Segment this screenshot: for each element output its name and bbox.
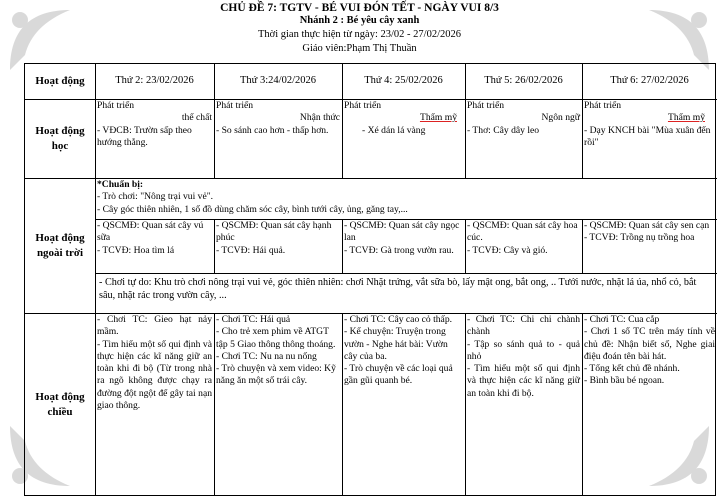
observation: - QSCMĐ: Quan sát cây ngọc lan [344, 220, 460, 244]
hoc-domain: Phát triển [344, 100, 382, 111]
afternoon-item: - Trò chuyện về các loại quả gần gũi quanh bé. [344, 363, 453, 387]
afternoon-item: - Tổng kết chủ đề nhánh. [584, 363, 680, 375]
ngoai-tue [214, 219, 343, 274]
afternoon-item: - Tìm hiểu một số qui định và thực hiện các kĩ năng giữ an toàn khi đi bộ (Từ trong nhà ra ngõ không được chạy ra đường đột ngột để gây tai nạn giao thông. [97, 338, 212, 412]
prep-block [95, 178, 717, 220]
observation: - QSCMĐ: Quan sát cây hạnh phúc [216, 220, 332, 244]
observation: - QSCMĐ: Quan sát cây hoa cúc. [467, 220, 578, 244]
afternoon-item: - Tìm hiểu một số qui định và thực hiện các kĩ năng giữ an toàn khi đi bộ. [467, 363, 580, 399]
hoc-domain: Phát triển [584, 100, 622, 111]
row-header-chieu: Hoạt động chiều [25, 313, 96, 496]
game: - TCVĐ: Hái quả. [216, 244, 286, 256]
afternoon-item: - Chơi TC: Nu na nu nống [216, 350, 317, 362]
hoc-activity: - Thơ: Cây dây leo [467, 124, 540, 136]
afternoon-item: - Tập so sánh quả to - quả nhỏ [467, 338, 580, 362]
afternoon-item: - Chơi TC: Chi chi chành chành [467, 314, 580, 338]
hoc-activity: - So sánh cao hơn - thấp hơn. [216, 124, 329, 136]
afternoon-item: - Trò chuyện và xem video: Kỹ năng ăn một số trái cây. [216, 363, 336, 387]
hoc-thu [465, 99, 583, 179]
row-header-hoc: Hoạt động học [25, 99, 96, 179]
branch-title: Nhánh 2 : Bé yêu cây xanh [299, 15, 420, 26]
game: - TCVĐ: Hoa tìm lá [97, 244, 175, 256]
observation: - QSCMĐ: Quan sát cây vú sữa [97, 220, 204, 244]
chieu-fri [582, 313, 717, 496]
hoc-wed [342, 99, 466, 179]
observation: - QSCMĐ: Quan sát cây sen cạn [584, 220, 710, 231]
afternoon-item: - Kể chuyện: Truyện trong vườn - Nghe hát bài: Vườn cây của ba. [344, 326, 448, 362]
afternoon-item: - Chơi TC: Gieo hạt nảy mầm. [97, 314, 212, 338]
hoc-domain-name: Ngôn ngữ [541, 112, 580, 124]
period-line: Thời gian thực hiện từ ngày: 23/02 - 27/02/2026 [258, 29, 461, 40]
game: - TCVĐ: Gà trong vườn rau. [344, 244, 454, 256]
afternoon-item: - Chơi TC: Cây cao cỏ thấp. [344, 314, 453, 325]
ngoai-thu [465, 219, 583, 274]
teacher-line: Giáo viên:Phạm Thị Thuần [302, 43, 417, 54]
ngoai-mon [95, 219, 215, 274]
free-play: - Chơi tự do: Khu trò chơi nông trại vui vẻ, góc thiên nhiên: chơi Nhặt trứng, vắt sữa bò, lấy mật ong, bắt ong, .. Tưới nước, nhặt lá úa, nhổ cỏ, bắt sâu, nhặt rác trong vườn cây, ... [95, 273, 717, 314]
day-header-wed: Thứ 4: 25/02/2026 [342, 64, 466, 100]
game: - TCVĐ: Cây và gió. [467, 244, 548, 256]
hoc-domain-name: thể chất [181, 112, 212, 124]
hoc-domain: Phát triển [216, 100, 254, 111]
hoc-activity: - VĐCB: Trườn sấp theo hướng thẳng. [97, 124, 192, 148]
ngoai-fri [582, 219, 717, 274]
chieu-mon [95, 313, 215, 496]
afternoon-item: - Chơi 1 số TC trên máy tính về chủ đề: Nhận biết số, Nghe giai điệu đoán tên bài hát. [584, 326, 715, 362]
chieu-thu [465, 313, 583, 496]
hoc-activity: - Dạy KNCH bài "Mùa xuân đến rồi" [584, 124, 711, 148]
afternoon-item: - Chơi TC: Hái quả [216, 314, 291, 325]
game: - TCVĐ: Trồng nụ trồng hoa [584, 232, 695, 244]
hoc-domain: Phát triển [467, 100, 505, 111]
prep-title: *Chuẩn bị: [97, 179, 144, 190]
corner-header: Hoạt động [25, 64, 96, 100]
hoc-activity: - Xé dán lá vàng [362, 124, 426, 136]
chieu-tue [214, 313, 343, 496]
row-header-ngoai: Hoạt động ngoài trời [25, 178, 96, 314]
hoc-domain: Phát triển [97, 100, 135, 111]
schedule-table [24, 63, 716, 496]
document-title: CHỦ ĐỀ 7: TGTV - BÉ VUI ĐÓN TẾT - NGÀY VUI 8/3 [220, 2, 499, 14]
ngoai-wed [342, 219, 466, 274]
chieu-wed [342, 313, 466, 496]
day-header-thu: Thứ 5: 26/02/2026 [465, 64, 583, 100]
prep-line: - Trò chơi: "Nông trại vui vẻ". [97, 191, 214, 203]
afternoon-item: - Bình bầu bé ngoan. [584, 375, 665, 387]
hoc-fri [582, 99, 717, 179]
hoc-mon [95, 99, 215, 179]
hoc-domain-name: Thẩm mỹ [667, 112, 705, 124]
day-header-tue: Thứ 3:24/02/2026 [214, 64, 343, 100]
prep-line: - Cây góc thiên nhiên, 1 số đồ dùng chăm sóc cây, bình tưới cây, ủng, găng tay,... [97, 203, 408, 215]
day-header-fri: Thứ 6: 27/02/2026 [582, 64, 717, 100]
hoc-domain-name: Nhận thức [299, 112, 340, 124]
hoc-tue [214, 99, 343, 179]
afternoon-item: - Cho trẻ xem phim về ATGT tập 5 Giao thông thông thoáng. [216, 326, 336, 350]
afternoon-item: - Chơi TC: Cua cắp [584, 314, 660, 325]
day-header-mon: Thứ 2: 23/02/2026 [95, 64, 215, 100]
hoc-domain-name: Thẩm mỹ [419, 112, 457, 124]
